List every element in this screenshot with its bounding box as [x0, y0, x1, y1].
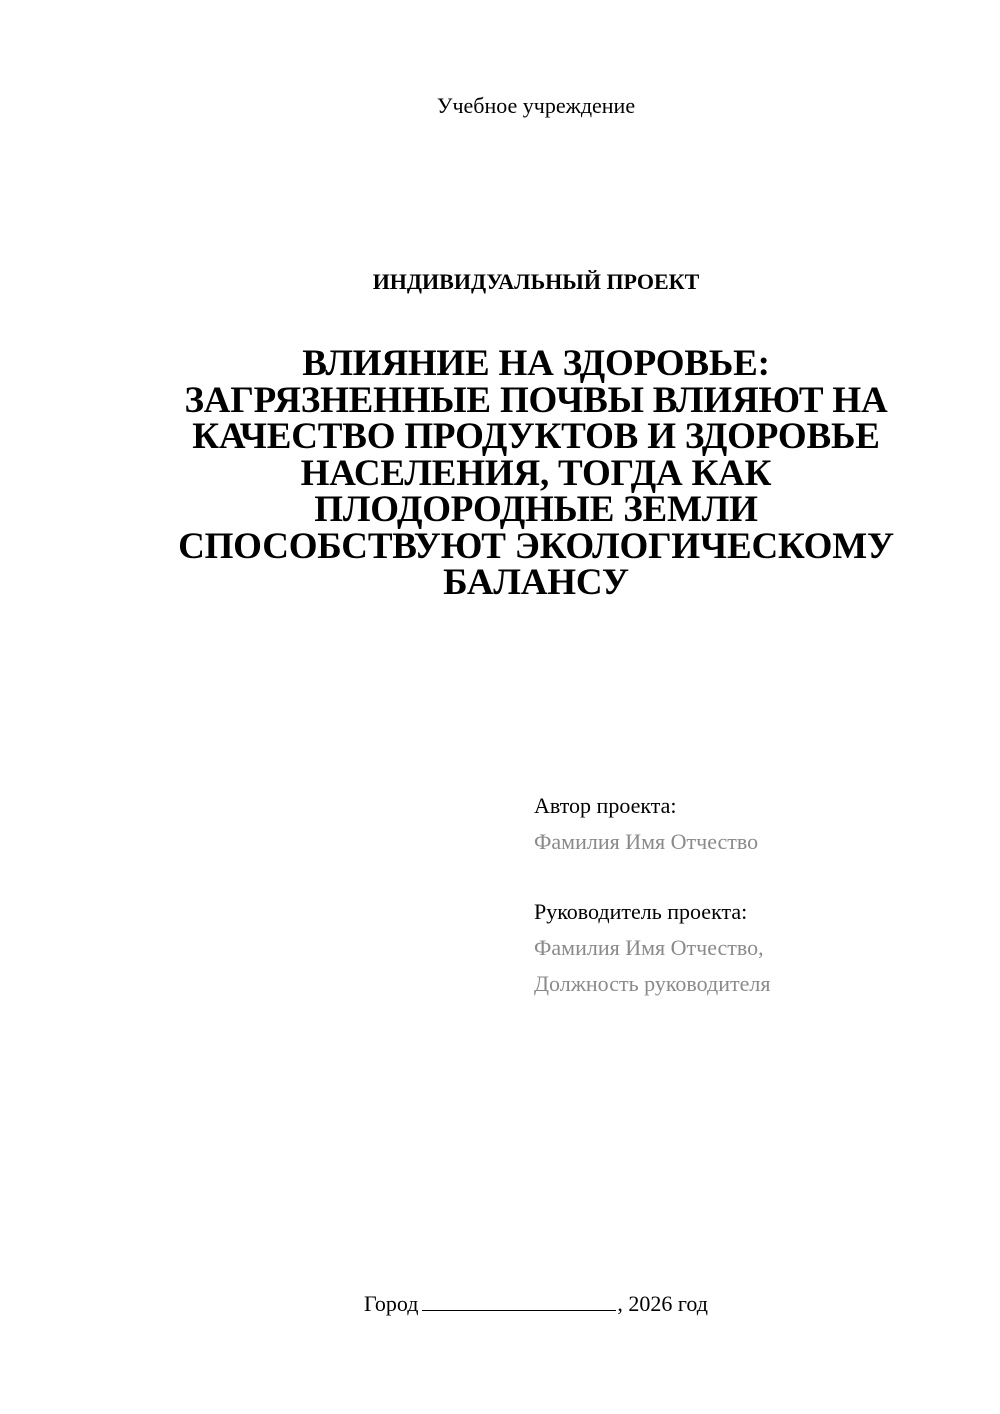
city-blank-line: [422, 1290, 616, 1311]
institution-name: Учебное учреждение: [436, 93, 636, 118]
year-text: , 2026 год: [617, 1291, 708, 1316]
city-label: Город: [364, 1291, 419, 1316]
project-type-heading: ИНДИВИДУАЛЬНЫЙ ПРОЕКТ: [372, 269, 700, 294]
project-roles-block: [534, 788, 974, 1002]
roles-spacer: [534, 860, 974, 894]
supervisor-position: Должность руководителя: [534, 971, 771, 996]
author-label: Автор проекта:: [534, 793, 677, 818]
author-name: Фамилия Имя Отчество: [534, 829, 759, 854]
supervisor-name: Фамилия Имя Отчество,: [534, 935, 764, 960]
city-year-line: [0, 1290, 1000, 1318]
project-title: ВЛИЯНИЕ НА ЗДОРОВЬЕ: ЗАГРЯЗНЕННЫЕ ПОЧВЫ ВЛИЯЮТ НА КАЧЕСТВО ПРОДУКТОВ И ЗДОРОВЬЕ НАСЕЛЕНИЯ, ТОГДА КАК ПЛОДОРОДНЫЕ ЗЕМЛИ СПОСОБСТВУЮТ ЭКОЛОГИЧЕСКОМУ БАЛАНСУ: [178, 343, 894, 603]
supervisor-label: Руководитель проекта:: [534, 899, 748, 924]
